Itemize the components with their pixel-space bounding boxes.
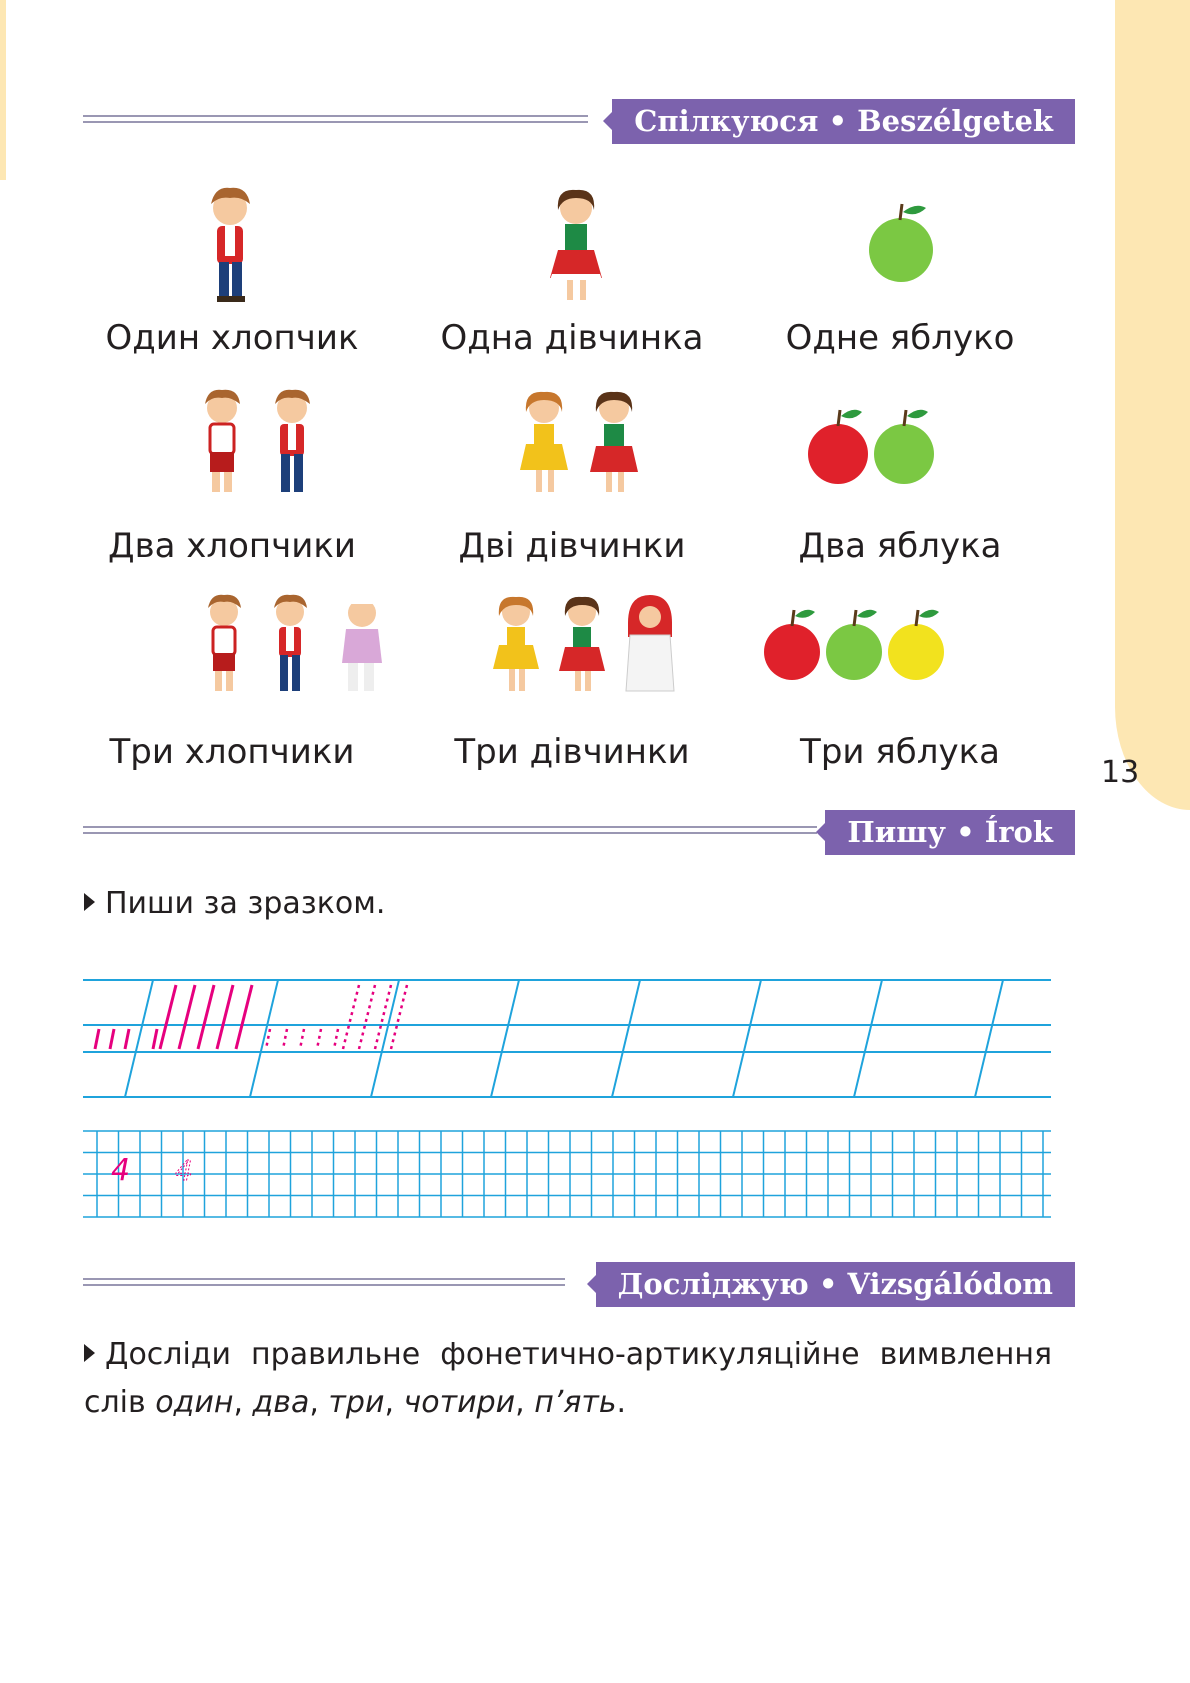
page-number: 13 xyxy=(1101,755,1140,790)
word-three: три xyxy=(328,1385,385,1420)
writing-instruction-text: Пиши за зразком. xyxy=(105,886,386,921)
explore-instruction: Досліди правильне фонетично-артикуляційне вимвлення слів один, два, три, чотири, п’ять. xyxy=(84,1337,1052,1420)
section-header-speak xyxy=(83,99,1075,144)
arrow-bullet-icon xyxy=(84,893,95,911)
caption-one-apple: Одне яблуко xyxy=(785,318,1015,358)
section-label-explore: Досліджую • Vizsgálódom xyxy=(596,1262,1075,1307)
caption-two-apples: Два яблука xyxy=(798,526,1002,566)
section-label-write: Пишу • Írok xyxy=(825,810,1075,855)
handwriting-lines xyxy=(83,975,1051,1105)
digit-sample: 4 xyxy=(111,1153,131,1188)
caption-one-boy: Один хлопчик xyxy=(105,318,359,358)
explore-lead: Досліди правильне фонетично-артикуляційне вимвлення слів xyxy=(84,1337,1052,1420)
word-four: чотири xyxy=(403,1385,516,1420)
header-rule xyxy=(83,115,588,123)
trace-strokes xyxy=(266,985,407,1049)
caption-three-boys: Три хлопчики xyxy=(109,732,355,772)
writing-instruction xyxy=(84,880,385,928)
boy-icon xyxy=(194,593,406,697)
header-rule xyxy=(83,826,817,834)
word-five: п’ять xyxy=(534,1385,617,1420)
word-two: два xyxy=(252,1385,310,1420)
header-rule xyxy=(83,1278,565,1286)
section-label-speak: Спілкуюся • Beszélgetek xyxy=(612,99,1075,144)
sample-strokes xyxy=(95,985,252,1049)
boy-icon xyxy=(190,388,330,498)
apple-icon xyxy=(762,604,946,684)
caption-one-girl: Одна дівчинка xyxy=(440,318,704,358)
caption-two-girls: Дві дівчинки xyxy=(458,526,686,566)
girl-icon xyxy=(510,388,650,498)
caption-three-girls: Три дівчинки xyxy=(454,732,690,772)
caption-three-apples: Три яблука xyxy=(800,732,1000,772)
apple-icon xyxy=(866,200,936,284)
section-header-write xyxy=(83,810,1075,855)
boy-icon xyxy=(195,186,265,306)
girl-icon xyxy=(540,186,614,306)
caption-two-boys: Два хлопчики xyxy=(108,526,356,566)
digit-trace: 4 xyxy=(175,1154,193,1187)
arrow-bullet-icon xyxy=(84,1344,95,1362)
page-tab-left xyxy=(0,0,6,180)
apple-icon xyxy=(806,404,938,486)
digit-grid xyxy=(83,1130,1051,1220)
word-one: один xyxy=(155,1385,234,1420)
page-tab-right xyxy=(1115,0,1190,810)
girl-icon xyxy=(484,593,696,697)
section-header-explore xyxy=(83,1262,1075,1307)
